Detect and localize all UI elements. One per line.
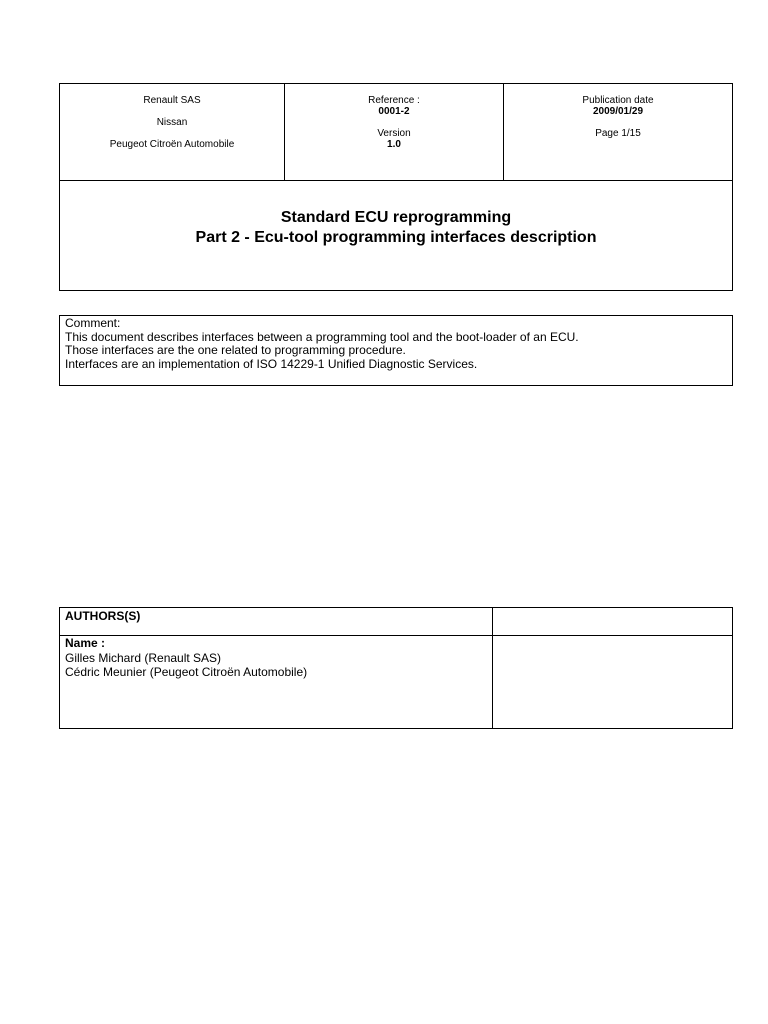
authors-heading: AUTHORS(S) (65, 609, 141, 623)
organization-renault: Renault SAS (143, 95, 201, 106)
comment-line: Those interfaces are the one related to programming procedure. (65, 343, 406, 358)
page-info: Page 1/15 (595, 128, 641, 139)
publication-date-value: 2009/01/29 (592, 106, 644, 117)
version-value: 1.0 (387, 139, 401, 150)
comment-box (59, 315, 733, 386)
authors-table (59, 607, 733, 729)
reference-value: 0001-2 (378, 106, 410, 117)
document-title (60, 181, 732, 290)
reference-cell (285, 84, 504, 180)
organizations-cell (60, 84, 285, 180)
name-label: Name : (65, 636, 106, 650)
organization-nissan: Nissan (156, 117, 188, 128)
organization-psa: Peugeot Citroën Automobile (109, 139, 235, 150)
comment-label: Comment: (65, 316, 121, 330)
document-header (59, 83, 733, 291)
author-name: Cédric Meunier (Peugeot Citroën Automobile) (65, 665, 308, 679)
title-line-2: Part 2 - Ecu-tool programming interfaces description (195, 229, 597, 246)
comment-line: This document describes interfaces between a programming tool and the boot-loader of an ECU. (65, 329, 579, 344)
reference-label: Reference : (368, 95, 420, 106)
title-line-1: Standard ECU reprogramming (280, 209, 512, 226)
author-name: Gilles Michard (Renault SAS) (65, 650, 222, 665)
publication-date-label: Publication date (582, 95, 654, 106)
version-label: Version (377, 128, 411, 139)
header-info-row (60, 84, 732, 181)
comment-line: Interfaces are an implementation of ISO 14229-1 Unified Diagnostic Services. (65, 356, 478, 371)
publication-cell (504, 84, 732, 180)
authors-column-divider (492, 608, 493, 728)
authors-names (65, 636, 307, 680)
